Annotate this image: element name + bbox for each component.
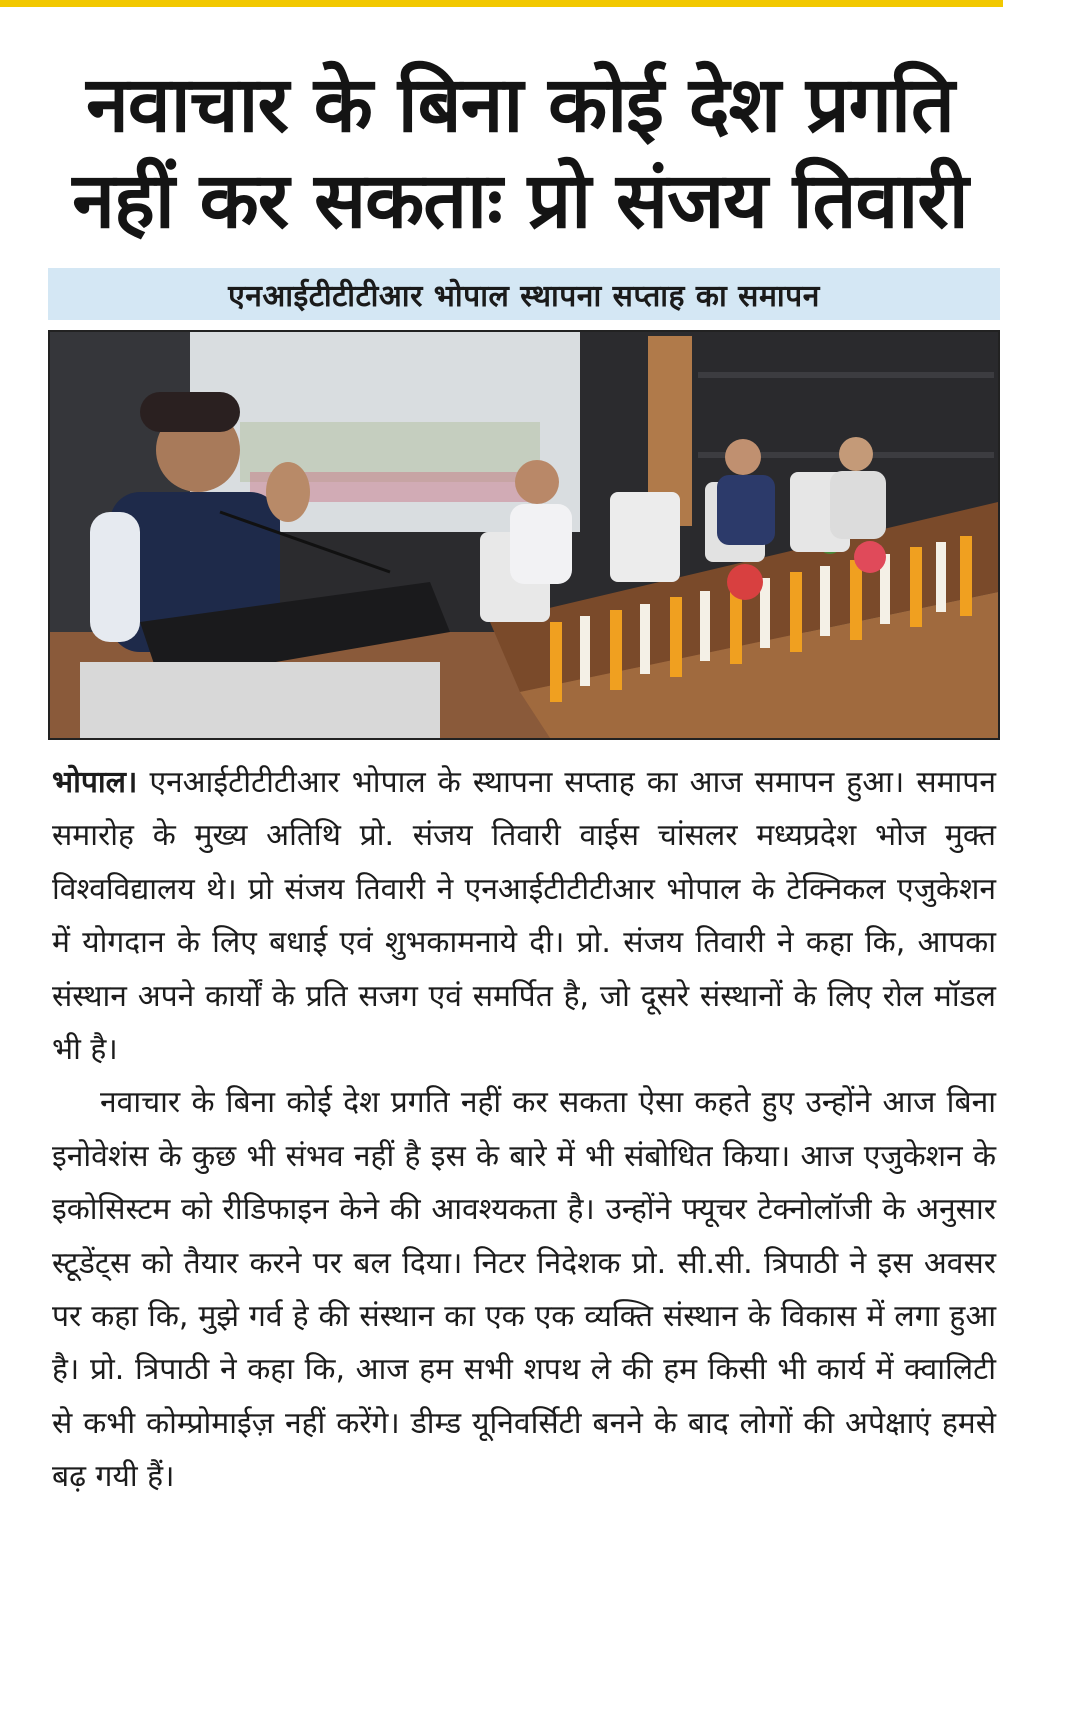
dateline: भोपाल।: [52, 765, 138, 800]
article-paragraph-2: नवाचार के बिना कोई देश प्रगति नहीं कर सकता ऐसा कहते हुए उन्होंने आज बिना इनोवेशंस के कुछ भी संभव नहीं है इस के बारे में भी संबोधित किया। आज एजुकेशन के इकोसिस्टम को रीडिफाइन केने की आवश्यकता है। उन्होंने फ्यूचर टेक्नोलॉजी के अनुसार स्टूडेंट्स को तैयार करने पर बल दिया। निटर निदेशक प्रो. सी.सी. त्रिपाठी ने इस अवसर पर कहा कि, मुझे गर्व हे की संस्थान का एक एक व्यक्ति संस्थान के विकास में लगा हुआ है। प्रो. त्रिपाठी ने कहा कि, आज हम सभी शपथ ले की हम किसी भी कार्य में क्वालिटी से कभी कोम्प्रोमाईज़ नहीं करेंगे। डीम्ड यूनिवर्सिटी बनने के बाद लोगों की अपेक्षाएं हमसे बढ़ गयी हैं।: [52, 1085, 996, 1495]
headline-line-2: नहीं कर सकताः प्रो संजय तिवारी: [72, 157, 968, 246]
subheadline-band: [48, 268, 1000, 320]
headline: [40, 58, 1000, 250]
top-accent-rule: [0, 0, 1003, 7]
article-paragraph-1: [52, 756, 996, 1076]
event-photo: [48, 330, 1000, 740]
headline-line-1: नवाचार के बिना कोई देश प्रगति: [86, 61, 954, 150]
article-body: [52, 756, 996, 1504]
event-photo-illustration: [50, 332, 998, 738]
subheadline: एनआईटीटीटीआर भोपाल स्थापना सप्ताह का समापन: [228, 278, 820, 314]
paragraph-1-text: एनआईटीटीटीआर भोपाल के स्थापना सप्ताह का आज समापन हुआ। समापन समारोह के मुख्य अतिथि प्रो. संजय तिवारी वाईस चांसलर मध्यप्रदेश भोज मुक्त विश्वविद्यालय थे। प्रो संजय तिवारी ने एनआईटीटीटीआर भोपाल के टेक्निकल एजुकेशन में योगदान के लिए बधाई एवं शुभकामनाये दी। प्रो. संजय तिवारी ने कहा कि, आपका संस्थान अपने कार्यों के प्रति सजग एवं समर्पित है, जो दूसरे संस्थानों के लिए रोल मॉडल भी है।: [52, 765, 996, 1068]
